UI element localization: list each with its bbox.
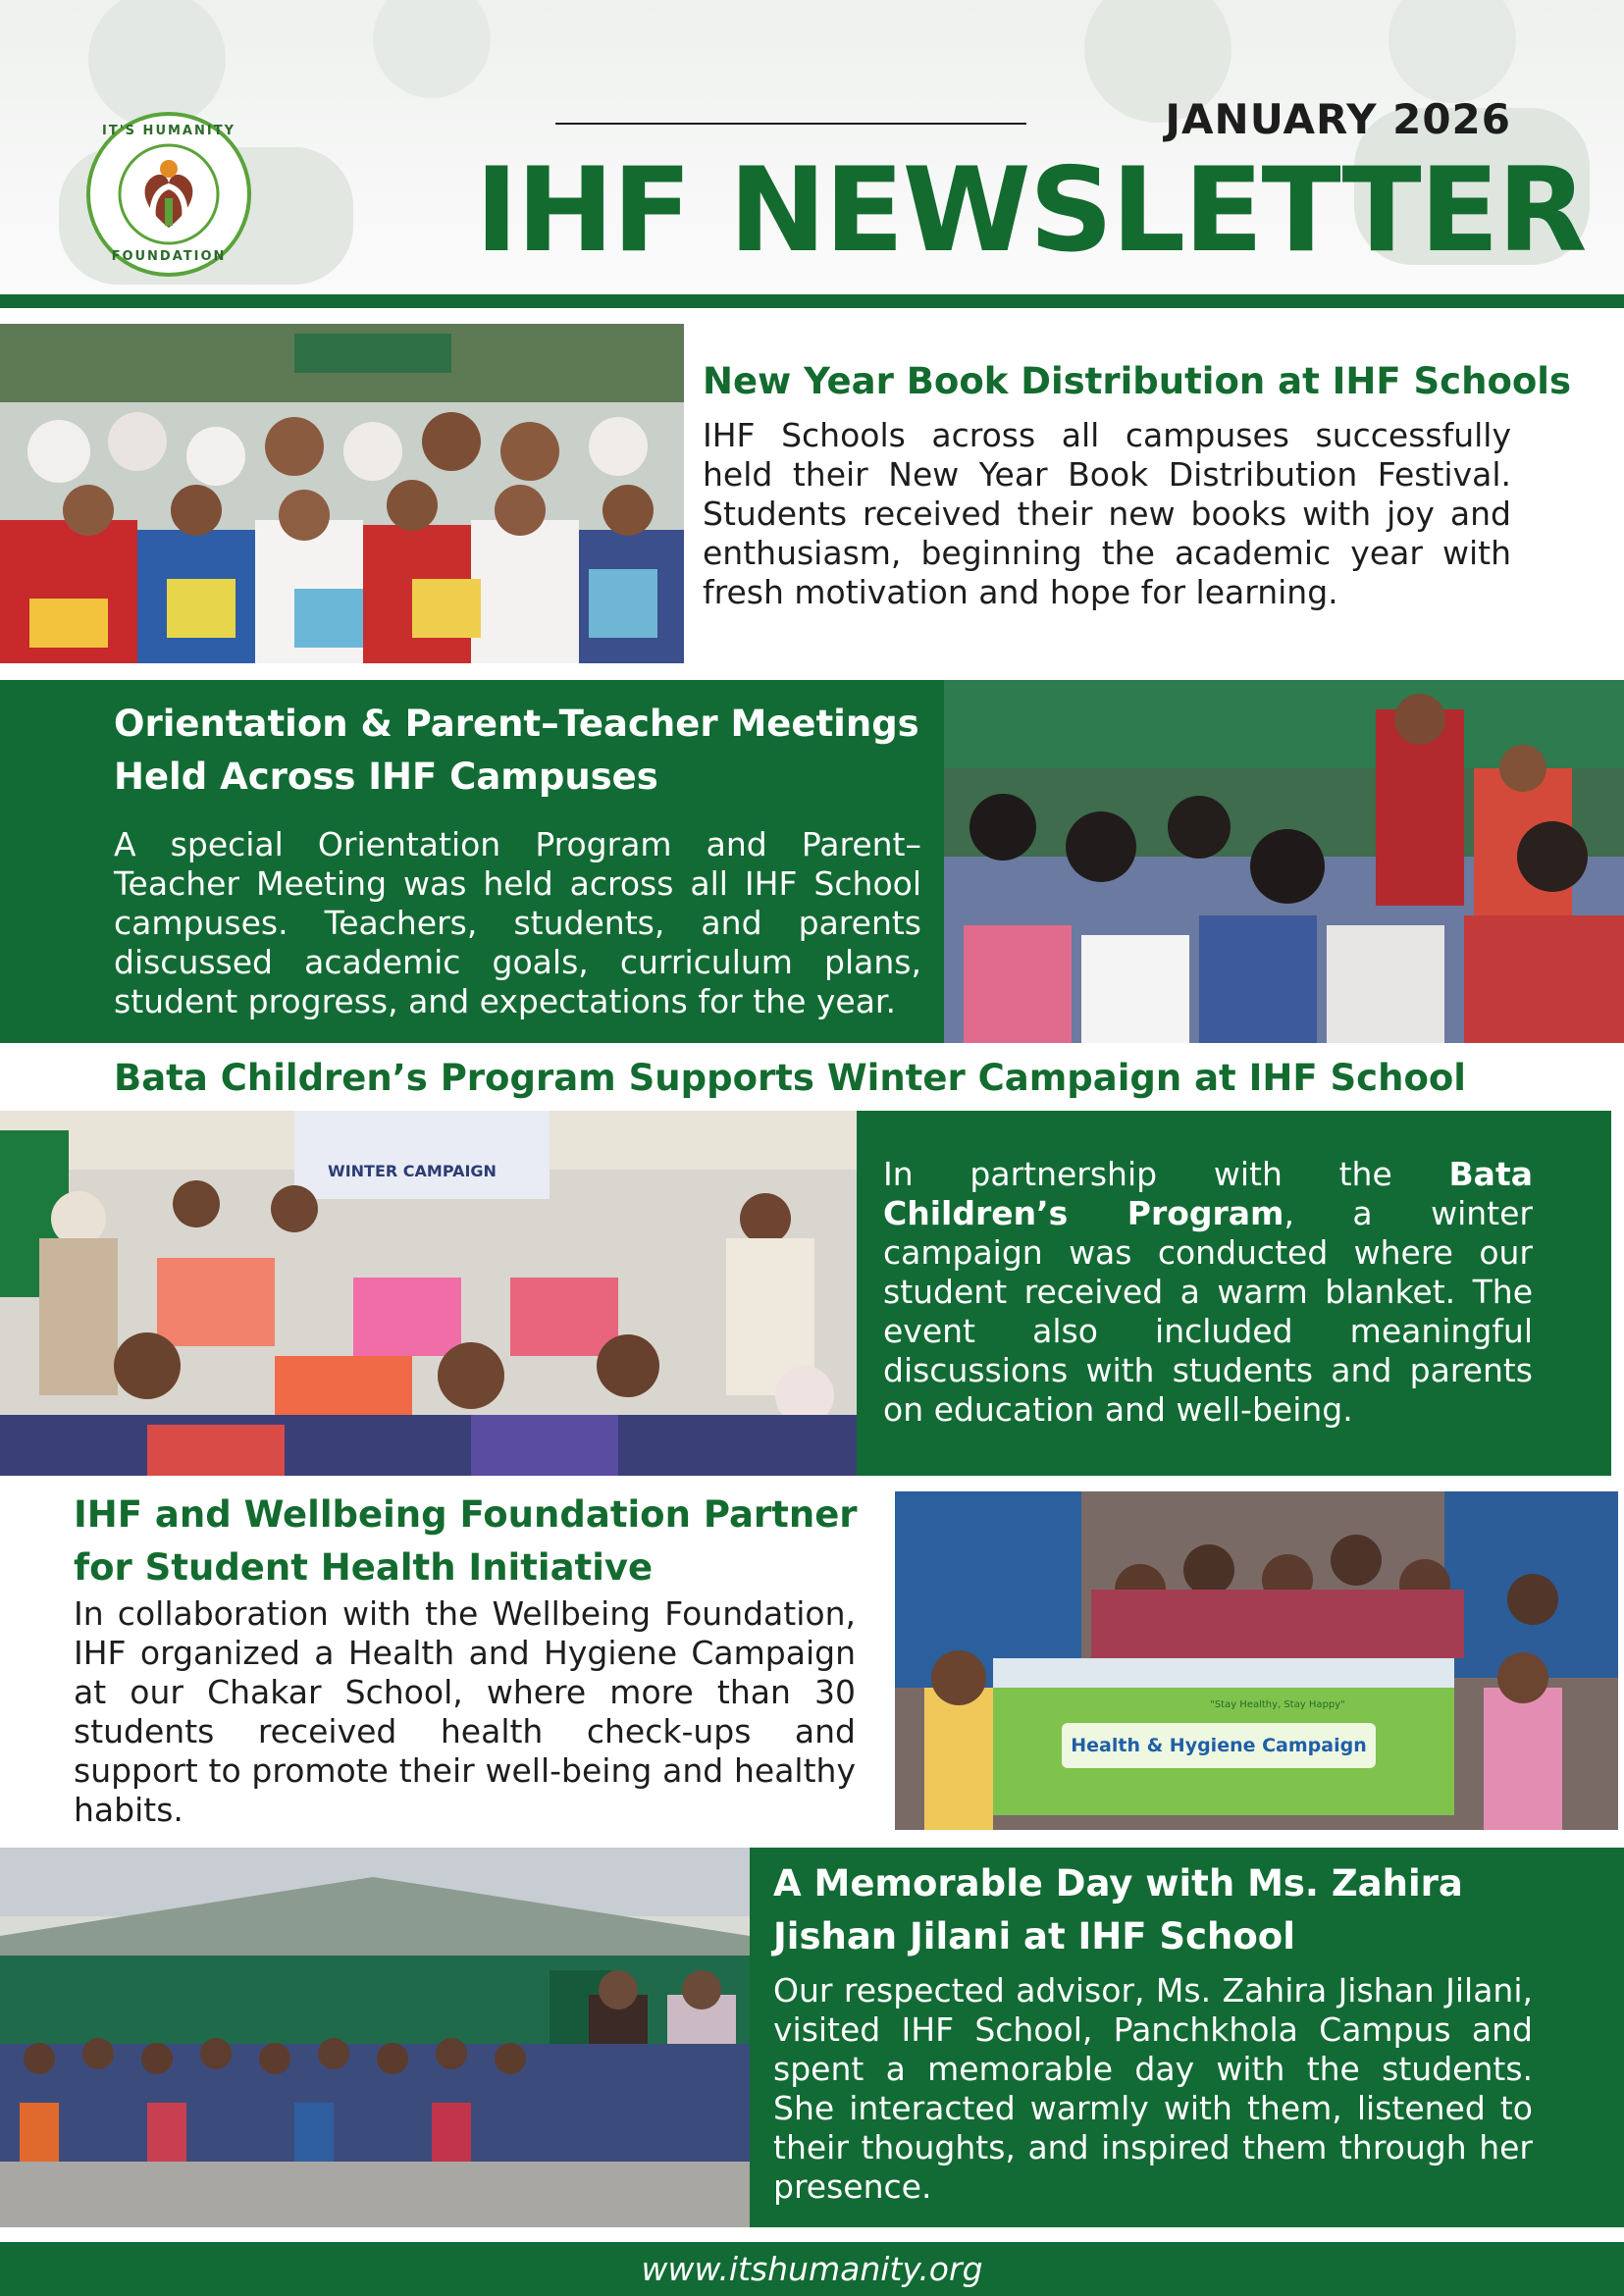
parent-teacher-meeting-photo	[944, 680, 1624, 1043]
health-campaign-banner: Health & Hygiene Campaign	[1062, 1723, 1376, 1768]
article-5-text	[773, 1857, 1533, 2207]
issue-date: JANUARY 2026	[1165, 95, 1511, 143]
article-3-text	[883, 1155, 1533, 1430]
health-hygiene-photo	[895, 1491, 1618, 1830]
winter-campaign-banner: WINTER CAMPAIGN	[328, 1162, 497, 1180]
article-4-title-line-2: for Student Health Initiative	[74, 1546, 654, 1589]
article-2-body: A special Orientation Program and Parent–Teacher Meeting was held across all IHF School campuses. Teachers, students, and parents discussed academic goals, curriculum plans, student progress, and expectations for the year.	[114, 825, 921, 1020]
newsletter-title: IHF NEWSLETTER	[475, 143, 1586, 279]
article-3-body	[883, 1155, 1533, 1430]
article-5-title-line-1: A Memorable Day with Ms. Zahira	[773, 1862, 1463, 1905]
article-3-body-prefix: In partnership with the	[883, 1155, 1449, 1193]
logo-top-text: IT'S HUMANITY	[101, 124, 236, 138]
article-1-body: IHF Schools across all campuses successfully held their New Year Book Distribution Festival. Students received their new books with joy and enthusiasm, beginning the academic year with fresh motivation and hope for learning.	[703, 416, 1511, 611]
article-3-title: Bata Children’s Program Supports Winter Campaign at IHF School	[114, 1057, 1466, 1099]
article-2-title-line-2: Held Across IHF Campuses	[114, 756, 658, 798]
book-distribution-photo	[0, 324, 684, 663]
header-rule	[555, 123, 1026, 125]
article-4-body: In collaboration with the Wellbeing Foundation, IHF organized a Health and Hygiene Campaign at our Chakar School, where more than 30 students received health check-ups and support to promote their well-being and healthy habits.	[74, 1594, 856, 1829]
article-3-body-bold: Bata Children’s Program	[883, 1155, 1533, 1232]
health-campaign-tagline: "Stay Healthy, Stay Happy"	[1210, 1699, 1345, 1710]
article-2-title-line-1: Orientation & Parent–Teacher Meetings	[114, 703, 919, 745]
header	[0, 0, 1624, 294]
article-2-text	[114, 698, 921, 1021]
article-5-title-line-2: Jishan Jilani at IHF School	[773, 1915, 1295, 1957]
article-4-title-line-1: IHF and Wellbeing Foundation Partner	[74, 1493, 858, 1536]
foundation-logo	[84, 110, 253, 279]
article-1-text	[703, 355, 1572, 612]
header-divider	[0, 294, 1624, 308]
winter-campaign-photo	[0, 1111, 857, 1476]
logo-bottom-text: FOUNDATION	[111, 249, 227, 264]
footer-url[interactable]: www.itshumanity.org	[641, 2250, 983, 2288]
article-1-title: New Year Book Distribution at IHF Schools	[703, 360, 1572, 402]
article-4-text	[74, 1488, 856, 1830]
footer	[0, 2242, 1624, 2296]
article-5-body: Our respected advisor, Ms. Zahira Jishan Jilani, visited IHF School, Panchkhola Campus and spent a memorable day with the students. She interacted warmly with them, listened to their thoughts, and inspired them through her presence.	[773, 1971, 1533, 2206]
advisor-visit-photo	[0, 1848, 750, 2227]
article-3-body-suffix: , a winter campaign was conducted where our student received a warm blanket. The event also included meaningful discussions with students and parents on education and well-being.	[883, 1194, 1533, 1429]
